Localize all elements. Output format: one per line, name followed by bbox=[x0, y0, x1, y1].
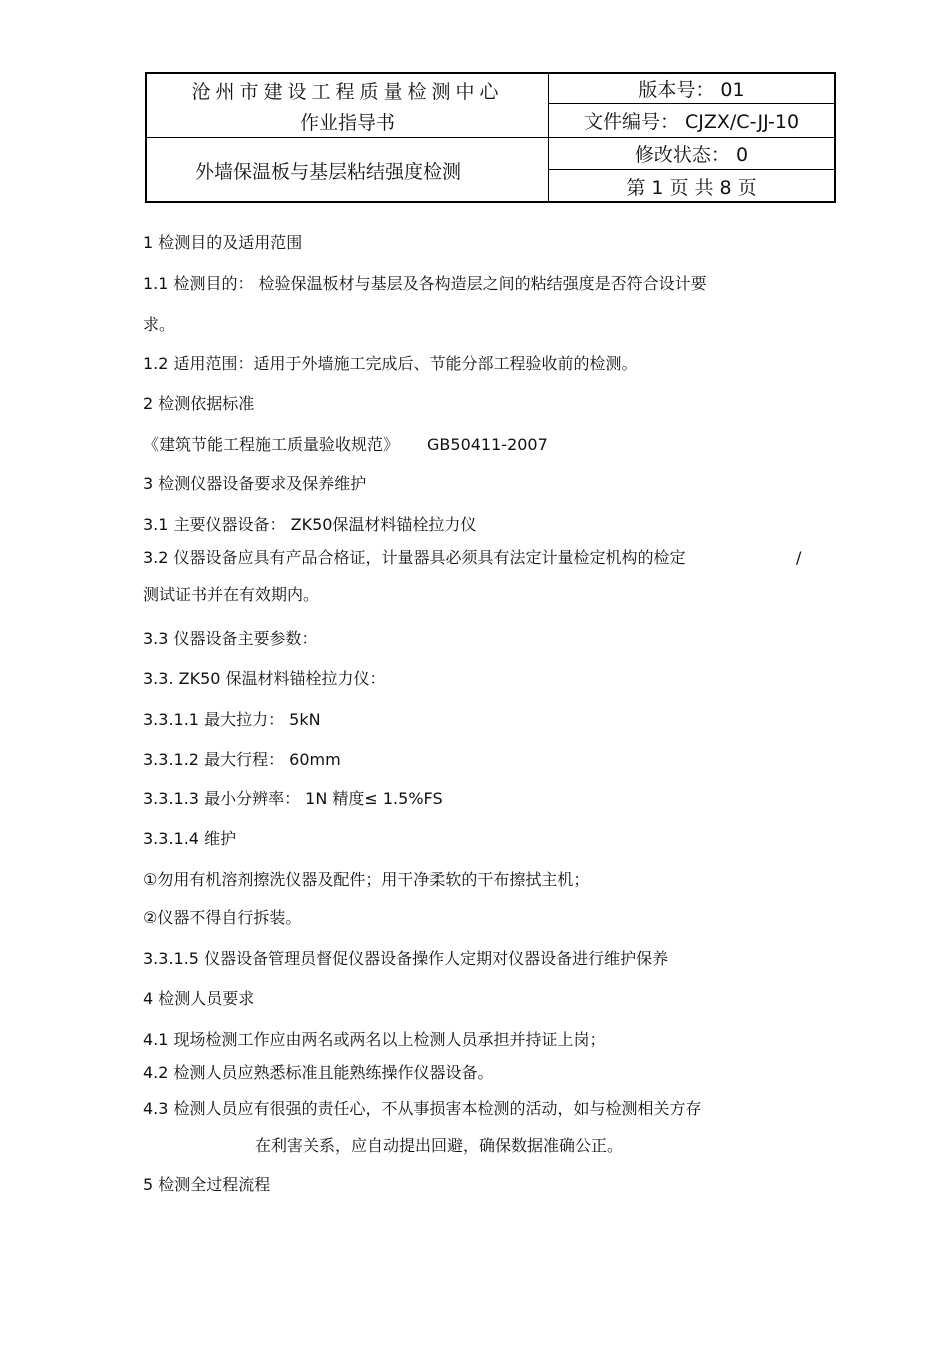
paragraph: 3.3.1.3 最小分辨率： 1N 精度≤ 1.5%FS bbox=[143, 789, 443, 808]
section-heading: 2 检测依据标准 bbox=[143, 394, 255, 413]
section-heading: 4 检测人员要求 bbox=[143, 989, 255, 1008]
paragraph: 求。 bbox=[143, 315, 176, 334]
list-item: ①勿用有机溶剂擦洗仪器及配件；用干净柔软的干布擦拭主机； bbox=[143, 870, 590, 889]
paragraph: 3.3 仪器设备主要参数： bbox=[143, 629, 318, 648]
paragraph: 3.3.1.4 维护 bbox=[143, 829, 237, 848]
doc-type: 作业指导书 bbox=[299, 112, 395, 134]
standard-name: 《建筑节能工程施工质量验收规范》 bbox=[143, 435, 400, 454]
file-no: 文件编号： CJZX/C-JJ-10 bbox=[583, 111, 800, 133]
slash-mark: / bbox=[796, 548, 802, 567]
paragraph: 3.3.1.5 仪器设备管理员督促仪器设备操作人定期对仪器设备进行维护保养 bbox=[143, 949, 669, 968]
list-item: ②仪器不得自行拆装。 bbox=[143, 908, 302, 927]
revision-status: 修改状态： 0 bbox=[634, 144, 749, 166]
paragraph: 3.3. ZK50 保温材料锚栓拉力仪： bbox=[143, 669, 386, 688]
paragraph: 3.3.1.1 最大拉力： 5kN bbox=[143, 710, 321, 729]
header-table bbox=[145, 72, 836, 203]
section-heading: 3 检测仪器设备要求及保养维护 bbox=[143, 474, 367, 493]
paragraph: 3.2 仪器设备应具有产品合格证，计量器具必须具有法定计量检定机构的检定 bbox=[143, 548, 686, 567]
paragraph: 3.1 主要仪器设备： ZK50保温材料锚栓拉力仪 bbox=[143, 515, 477, 534]
section-heading: 5 检测全过程流程 bbox=[143, 1175, 271, 1194]
paragraph: 4.3 检测人员应有很强的责任心，不从事损害本检测的活动，如与检测相关方存 bbox=[143, 1099, 702, 1118]
paragraph: 1.2 适用范围：适用于外墙施工完成后、节能分部工程验收前的检测。 bbox=[143, 354, 638, 373]
paragraph: 测试证书并在有效期内。 bbox=[143, 585, 320, 604]
standard-code: GB50411-2007 bbox=[427, 435, 548, 454]
version-no: 版本号： 01 bbox=[638, 79, 745, 101]
paragraph: 4.2 检测人员应熟悉标准且能熟练操作仪器设备。 bbox=[143, 1063, 494, 1082]
org-name: 沧州市建设工程质量检测中心 bbox=[191, 80, 504, 103]
paragraph: 1.1 检测目的： 检验保温板材与基层及各构造层之间的粘结强度是否符合设计要 bbox=[143, 274, 707, 293]
paragraph: 在利害关系，应自动提出回避，确保数据准确公正。 bbox=[255, 1136, 624, 1155]
section-heading: 1 检测目的及适用范围 bbox=[143, 233, 303, 252]
standard-reference bbox=[143, 435, 548, 455]
page-indicator: 第 1 页 共 8 页 bbox=[626, 177, 757, 199]
doc-title: 外墙保温板与基层粘结强度检测 bbox=[194, 160, 461, 183]
paragraph: 3.3.1.2 最大行程： 60mm bbox=[143, 750, 341, 769]
paragraph: 4.1 现场检测工作应由两名或两名以上检测人员承担并持证上岗； bbox=[143, 1030, 606, 1049]
